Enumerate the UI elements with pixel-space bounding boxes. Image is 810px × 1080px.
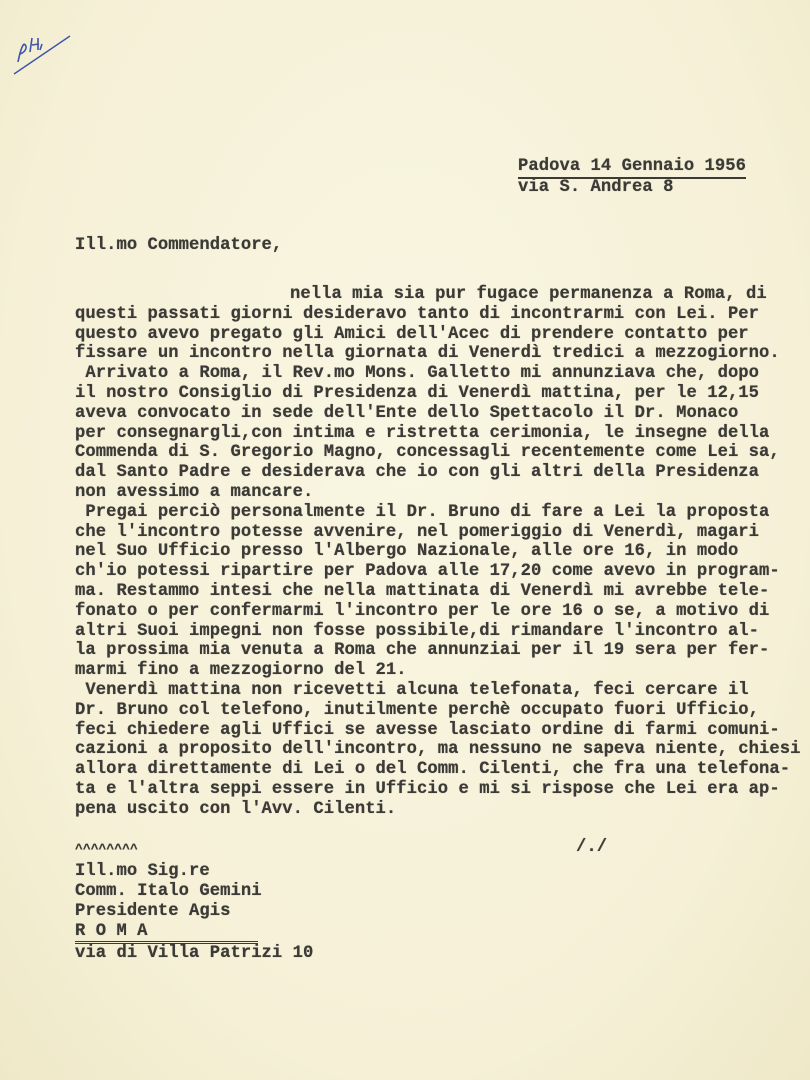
- body-line: la prossima mia venuta a Roma che annunziai per il 19 sera per fer-: [75, 641, 770, 661]
- body-line: cazioni a proposito dell'incontro, ma nessuno ne sapeva niente, chiesi: [75, 740, 801, 760]
- body-line: questi passati giorni desideravo tanto di incontrarmi con Lei. Per: [75, 304, 760, 324]
- body-line: che l'incontro potesse avvenire, nel pomeriggio di Venerdì, magari: [75, 522, 760, 542]
- sender-address: via S. Andrea 8: [518, 178, 674, 197]
- body-line: fonato o per confermarmi l'incontro per le ore 16 o se, a motivo di: [75, 601, 770, 621]
- recipient-role: Presidente Agis: [75, 902, 231, 921]
- body-line: ch'io potessi ripartire per Padova alle 17,20 come avevo in program-: [75, 562, 780, 582]
- place-date: Padova 14 Gennaio 1956: [518, 157, 746, 179]
- body-line: questo avevo pregato gli Amici dell'Acec di prendere contatto per: [75, 324, 749, 344]
- body-line: feci chiedere agli Uffici se avesse lasciato ordine di farmi comuni-: [75, 720, 780, 740]
- recipient-city: R O M A: [75, 922, 258, 944]
- body-line: nel Suo Ufficio presso l'Albergo Nazionale, alle ore 16, in modo: [75, 542, 739, 562]
- body-line: non avessimo a mancare.: [75, 483, 314, 502]
- typist-initials-mark: ^^^^^^^^: [75, 842, 138, 857]
- body-line: Pregai perciò personalmente il Dr. Bruno di fare a Lei la proposta: [75, 502, 770, 522]
- body-line: ta e l'altra seppi essere in Ufficio e mi si rispose che Lei era ap-: [75, 780, 780, 799]
- body-line: pena uscito con l'Avv. Cilenti.: [75, 799, 397, 819]
- body-line: ma. Restammo intesi che nella mattinata di Venerdì mi avrebbe tele-: [75, 582, 770, 601]
- body-line: per consegnargli,con intima e ristretta cerimonia, le insegne della: [75, 423, 770, 443]
- salutation: Ill.mo Commendatore,: [75, 236, 283, 255]
- body-line: fissare un incontro nella giornata di Venerdì tredici a mezzogiorno.: [75, 344, 780, 364]
- body-line: marmi fino a mezzogiorno del 21.: [75, 661, 407, 681]
- recipient-title: Ill.mo Sig.re: [75, 862, 210, 881]
- body-line: Commenda di S. Gregorio Magno, concessagli recentemente come Lei sa,: [75, 443, 780, 463]
- body-line: nella mia sia pur fugace permanenza a Roma, di: [290, 285, 767, 304]
- recipient-street: via di Villa Patrizi 10: [75, 944, 314, 963]
- body-line: Dr. Bruno col telefono, inutilmente perchè occupato fuori Ufficio,: [75, 700, 760, 720]
- body-line: il nostro Consiglio di Presidenza di Venerdì mattina, per le 12,15: [75, 384, 760, 403]
- body-line: allora direttamente di Lei o del Comm. Cilenti, che fra una telefona-: [75, 760, 791, 780]
- recipient-name: Comm. Italo Gemini: [75, 882, 262, 901]
- body-line: Arrivato a Roma, il Rev.mo Mons. Galletto mi annunziava che, dopo: [75, 364, 760, 384]
- signature-mark: /./: [576, 838, 608, 857]
- body-line: Venerdì mattina non ricevetti alcuna telefonata, feci cercare il: [75, 681, 749, 700]
- body-line: aveva convocato in sede dell'Ente dello Spettacolo il Dr. Monaco: [75, 403, 739, 423]
- handwritten-initials-mark: [12, 28, 76, 78]
- body-line: altri Suoi impegni non fosse possibile,di rimandare l'incontro al-: [75, 621, 760, 641]
- body-line: dal Santo Padre e desiderava che io con gli altri della Presidenza: [75, 463, 760, 483]
